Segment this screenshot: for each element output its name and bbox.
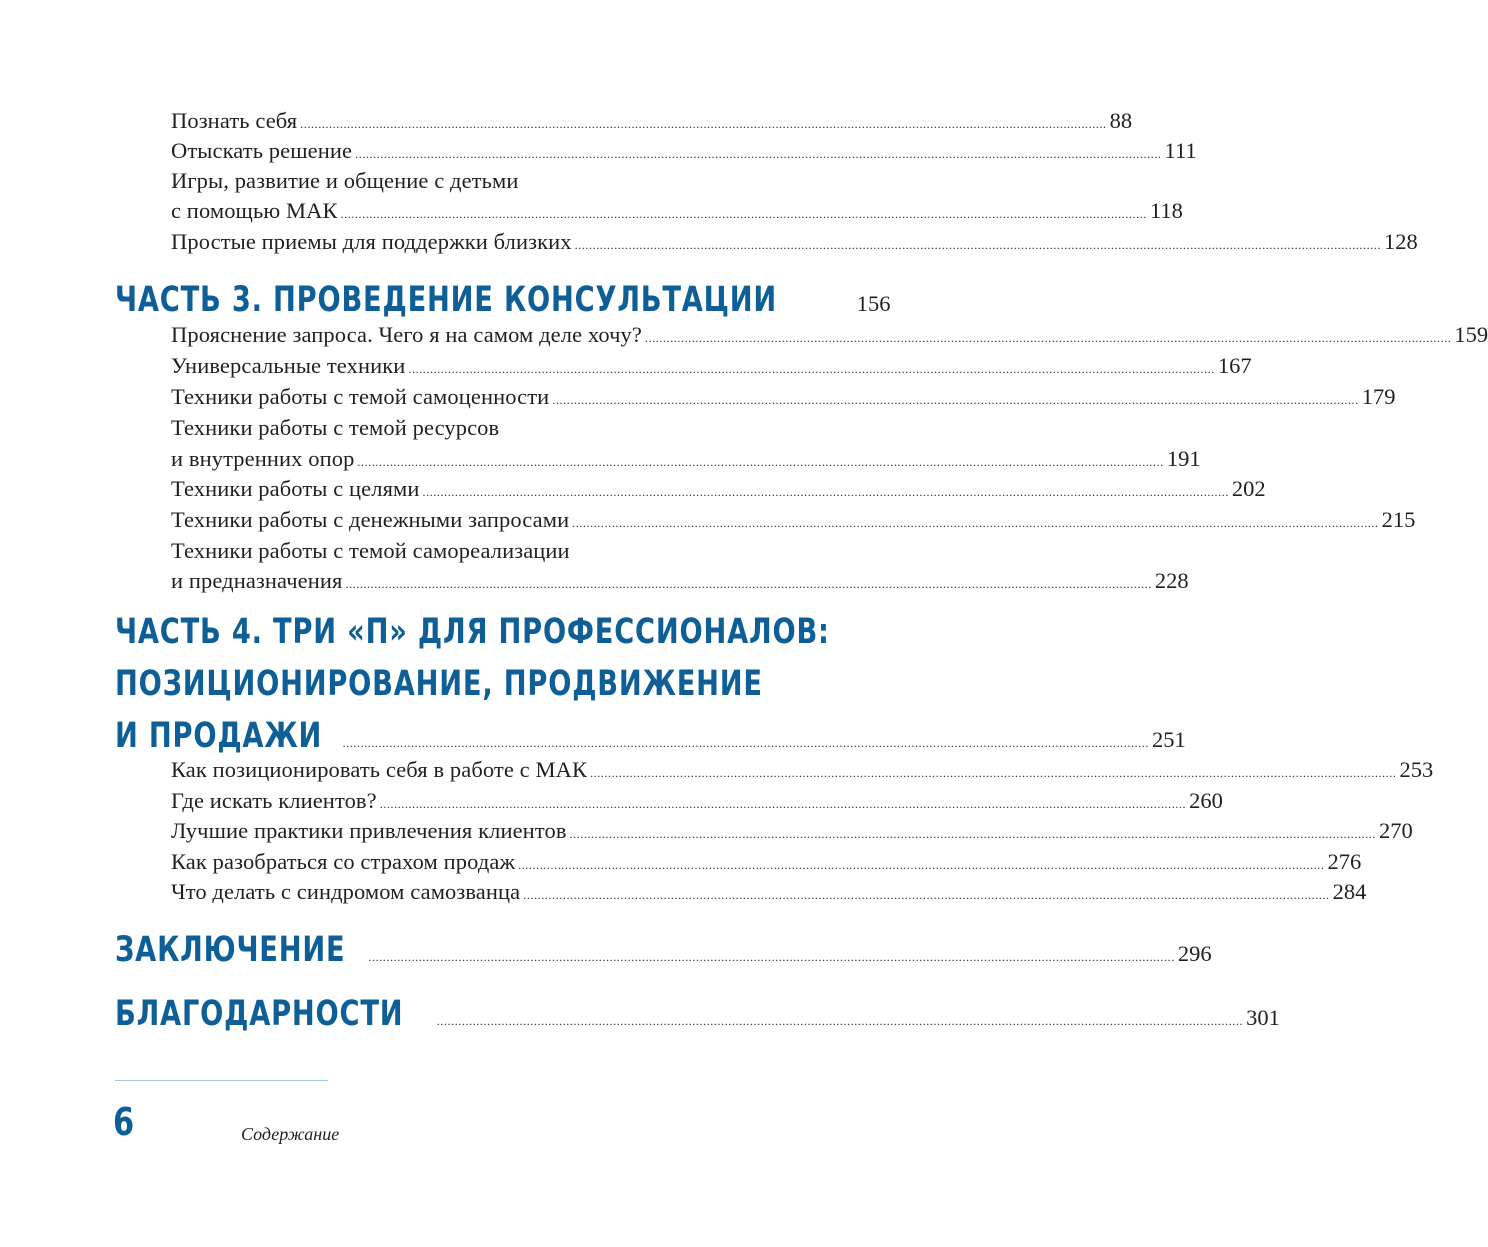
- toc-entry: [171, 138, 1197, 168]
- part-page: 251: [1151, 727, 1186, 752]
- toc-entry-first-line: [171, 415, 805, 445]
- dot-leader: ................................................................................................................................................................................................................................: [300, 117, 1107, 131]
- dot-leader: ................................................................................................................................................................................................................................: [574, 238, 1381, 252]
- page-number: 6: [113, 1100, 135, 1144]
- toc-entry-title: Где искать клиентов?: [171, 788, 377, 813]
- toc-entry-title-line1: Техники работы с темой ресурсов: [171, 415, 500, 440]
- toc-entry-title: Техники работы с целями: [171, 476, 420, 501]
- dot-leader: ................................................................................................................................................................................................................................: [345, 577, 1152, 591]
- toc-entry-page: 260: [1189, 788, 1223, 813]
- toc-entry: [171, 229, 1418, 259]
- part-title: ЧАСТЬ 3. ПРОВЕДЕНИЕ КОНСУЛЬТАЦИИ: [115, 280, 778, 320]
- running-head: Содержание: [241, 1124, 340, 1144]
- conclusion-heading: [115, 930, 1212, 970]
- dot-leader: ................................................................................................................................................................................................................................: [569, 827, 1376, 841]
- toc-entry-page: 111: [1164, 138, 1197, 163]
- part-title-line2: ПОЗИЦИОНИРОВАНИЕ, ПРОДВИЖЕНИЕ: [115, 664, 763, 704]
- toc-entry: [171, 757, 1434, 787]
- toc-entry: [171, 788, 1223, 818]
- thanks-title: БЛАГОДАРНОСТИ: [115, 994, 404, 1034]
- conclusion-page: 296: [1177, 941, 1212, 966]
- toc-entry-page: 270: [1378, 818, 1413, 843]
- toc-entry: [171, 322, 1488, 352]
- toc-entry-first-line: [171, 538, 805, 568]
- toc-entry: [171, 476, 1266, 506]
- toc-entry-page: 118: [1149, 198, 1183, 223]
- toc-entry: [171, 446, 1201, 476]
- dot-leader: ................................................................................................................................................................................................................................: [340, 207, 1147, 221]
- toc-entry-first-line: [171, 168, 805, 198]
- toc-entry: [171, 384, 1396, 414]
- dot-leader: ................................................................................................................................................................................................................................: [518, 858, 1325, 872]
- toc-entry-title: Универсальные техники: [171, 353, 406, 378]
- toc-entry-page: 284: [1332, 879, 1367, 904]
- toc-entry-title-line1: Техники работы с темой самореализации: [171, 538, 570, 563]
- toc-entry: [171, 108, 1133, 138]
- thanks-page: 301: [1246, 1005, 1280, 1030]
- conclusion-title: ЗАКЛЮЧЕНИЕ: [115, 930, 346, 970]
- part-page: 156: [856, 291, 891, 316]
- toc-entry-title-line1: Игры, развитие и общение с детьми: [171, 168, 519, 193]
- toc-entry-title: Что делать с синдромом самозванца: [171, 879, 521, 904]
- toc-entry-page: 202: [1231, 476, 1266, 501]
- toc-entry: [171, 818, 1413, 848]
- dot-leader: ................................................................................................................................................................................................................................: [342, 736, 1149, 750]
- toc-entry-title: Как позиционировать себя в работе с МАК: [171, 757, 588, 782]
- toc-entry-title: Прояснение запроса. Чего я на самом деле хочу?: [171, 322, 642, 347]
- part-heading: [115, 716, 1186, 756]
- toc-entry: [171, 353, 1252, 383]
- toc-entry-page: 128: [1384, 229, 1418, 254]
- part-heading: [115, 280, 891, 320]
- dot-leader: ................................................................................................................................................................................................................................: [436, 1014, 1244, 1028]
- toc-entry-page: 167: [1217, 353, 1252, 378]
- dot-leader: ................................................................................................................................................................................................................................: [379, 797, 1187, 811]
- thanks-heading: [115, 994, 1280, 1034]
- toc-entry: [171, 568, 1189, 598]
- toc-entry-page: 159: [1454, 322, 1488, 347]
- toc-entry: [171, 849, 1362, 879]
- dot-leader: ................................................................................................................................................................................................................................: [355, 147, 1162, 161]
- dot-leader: ................................................................................................................................................................................................................................: [590, 766, 1397, 780]
- toc-entry-title: и предназначения: [171, 568, 343, 593]
- toc-entry-page: 215: [1381, 507, 1416, 532]
- dot-leader: ................................................................................................................................................................................................................................: [422, 485, 1229, 499]
- dot-leader: ................................................................................................................................................................................................................................: [357, 455, 1164, 469]
- dot-leader: ................................................................................................................................................................................................................................: [552, 393, 1359, 407]
- toc-entry-title: с помощью МАК: [171, 198, 338, 223]
- toc-entry-title: Познать себя: [171, 108, 298, 133]
- toc-entry-page: 191: [1166, 446, 1201, 471]
- dot-leader: ................................................................................................................................................................................................................................: [572, 516, 1379, 530]
- toc-entry-page: 253: [1399, 757, 1434, 782]
- toc-entry-title: Отыскать решение: [171, 138, 353, 163]
- toc-entry-title: Техники работы с темой самоценности: [171, 384, 550, 409]
- part-title-line1: ЧАСТЬ 4. ТРИ «П» ДЛЯ ПРОФЕССИОНАЛОВ:: [115, 612, 830, 652]
- dot-leader: ................................................................................................................................................................................................................................: [368, 950, 1175, 964]
- toc-entry-page: 276: [1327, 849, 1362, 874]
- toc-entry-title: Техники работы с денежными запросами: [171, 507, 570, 532]
- dot-leader: ................................................................................................................................................................................................................................: [408, 362, 1215, 376]
- toc-entry: [171, 198, 1183, 228]
- toc-entry-title: Лучшие практики привлечения клиентов: [171, 818, 567, 843]
- toc-entry-page: 88: [1109, 108, 1133, 133]
- toc-entry: [171, 507, 1416, 537]
- part-title-line3: И ПРОДАЖИ: [115, 716, 323, 756]
- toc-entry-title: Как разобраться со страхом продаж: [171, 849, 516, 874]
- toc-entry-page: 228: [1154, 568, 1189, 593]
- toc-entry: [171, 879, 1367, 909]
- dot-leader: ................................................................................................................................................................................................................................: [523, 888, 1330, 902]
- footer-rule: [115, 1080, 328, 1081]
- toc-entry-title: и внутренних опор: [171, 446, 355, 471]
- toc-entry-title: Простые приемы для поддержки близких: [171, 229, 572, 254]
- dot-leader: ................................................................................................................................................................................................................................: [645, 331, 1452, 345]
- toc-entry-page: 179: [1361, 384, 1396, 409]
